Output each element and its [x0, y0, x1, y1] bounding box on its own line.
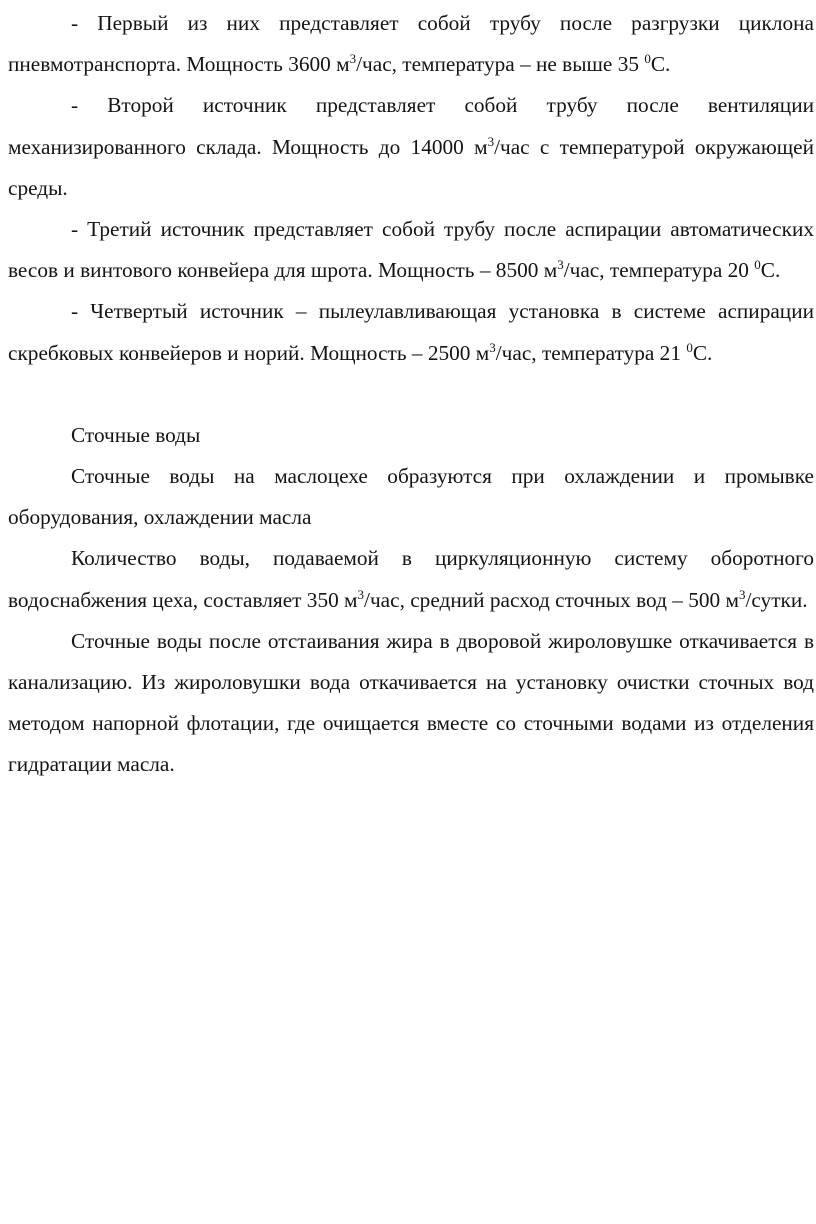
source-item-4-text-a: - Четвертый источник – пылеулавливающая установка в системе аспирации скребковых конвейеров и норий. Мощность – 2500 м — [8, 299, 814, 365]
document-page — [8, 3, 814, 786]
superscript-degree: 0 — [644, 51, 651, 67]
superscript-cubic: 3 — [357, 586, 365, 602]
superscript-cubic: 3 — [349, 51, 357, 67]
blank-line — [8, 374, 814, 415]
wastewater-paragraph-3: Сточные воды после отстаивания жира в дворовой жироловушке откачивается в канализацию. Из жироловушки вода откачивается на установку очистки сточных вод методом напорной флотации, где очищается вместе со сточными водами из отделения гидратации масла. — [8, 628, 814, 777]
source-item-1-text-b: /час, температура – не выше 35 — [356, 52, 645, 77]
source-item-4 — [8, 291, 814, 373]
superscript-degree: 0 — [686, 339, 693, 355]
source-item-2 — [8, 85, 814, 209]
superscript-cubic: 3 — [489, 339, 496, 355]
superscript-cubic: 3 — [487, 133, 495, 149]
section-heading: Сточные воды — [71, 422, 201, 447]
source-item-3-text-c: С. — [760, 258, 781, 283]
source-item-1 — [8, 3, 814, 85]
source-item-2-text-b: /час с температурой окружающей среды. — [8, 134, 814, 200]
superscript-cubic: 3 — [557, 257, 564, 273]
wastewater-paragraph-2-text-a: Количество воды, подаваемой в циркуляционную систему оборотного водоснабжения цеха, составляет 350 м — [8, 546, 814, 612]
superscript-degree: 0 — [754, 257, 761, 273]
source-item-3 — [8, 209, 814, 291]
wastewater-paragraph-1: Сточные воды на маслоцехе образуются при охлаждении и промывке оборудования, охлаждении масла — [8, 464, 814, 530]
wastewater-paragraph-2 — [8, 538, 814, 620]
superscript-cubic: 3 — [738, 586, 746, 602]
source-item-3-text-a: - Третий источник представляет собой трубу после аспирации автоматических весов и винтового конвейера для шрота. Мощность – 8500 м — [8, 217, 814, 283]
source-item-4-text-b: /час, температура 21 — [495, 340, 687, 365]
source-item-1-text-c: С. — [650, 52, 671, 77]
wastewater-paragraph-2-text-c: /сутки. — [745, 587, 808, 612]
source-item-4-text-c: С. — [692, 340, 713, 365]
source-item-3-text-b: /час, температура 20 — [563, 258, 755, 283]
source-item-2-text-a: - Второй источник представляет собой трубу после вентиляции механизированного склада. Мощность до 14000 м — [8, 93, 814, 159]
source-item-1-text-a: - Первый из них представляет собой трубу после разгрузки циклона пневмотранспорта. Мощность 3600 м — [8, 11, 814, 77]
wastewater-paragraph-2-text-b: /час, средний расход сточных вод – 500 м — [364, 587, 739, 612]
